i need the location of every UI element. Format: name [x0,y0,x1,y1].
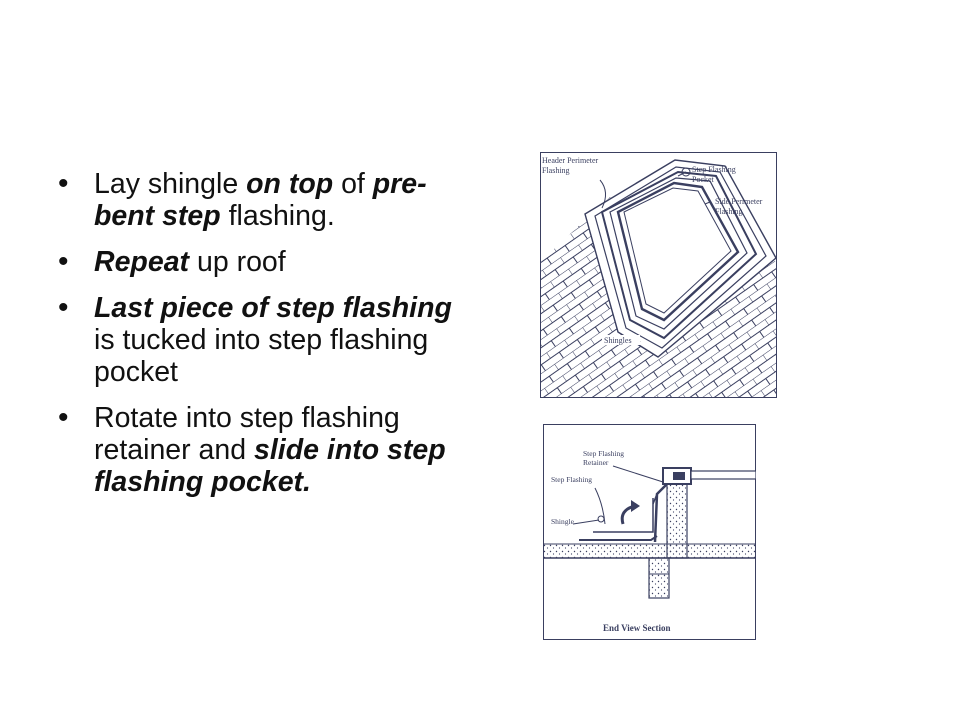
header-flashing-label-1: Header Perimeter [542,156,599,165]
bullet-2-part-2: up roof [189,246,286,278]
bullet-3-part-1: Last piece of step flashing [94,292,452,324]
bullet-1-part-5: flashing. [220,200,335,232]
bullet-1-part-1: Lay shingle [94,168,247,200]
skylight-roof-figure [540,152,777,398]
end-view-caption: End View Section [603,623,671,633]
retainer-label-1: Step Flashing [583,449,625,458]
bullet-item-1 [58,168,458,232]
skylight-roof-drawing [540,152,777,398]
step-flashing-label: Step Flashing [551,475,593,484]
bullet-1-part-2: on top [246,168,334,200]
bullet-1-part-3: of [333,168,373,200]
side-flashing-label-2: Flashing [715,207,743,216]
end-view-drawing [543,424,756,640]
header-flashing-label-2: Flashing [542,166,570,175]
bullet-4-part-2: slide into step flashing pocket. [94,434,446,498]
bullet-item-2 [58,246,458,278]
pocket-label-2: Pocket [692,175,714,184]
bullet-3-part-2: is tucked into step flashing pocket [94,324,429,388]
side-flashing-label-1: Side Perimeter [715,197,763,206]
bullet-1-part-4: pre-bent step [94,168,427,232]
bullet-4-part-1: Rotate into step flashing retainer and [94,402,400,466]
bullet-list [58,168,458,512]
bullet-2-part-1: Repeat [94,246,190,278]
shingle-label: Shingle [551,517,574,526]
bullet-item-3 [58,292,458,388]
shingles-label: Shingles [604,336,632,345]
bullet-item-4 [58,402,458,498]
end-view-section-figure [543,424,756,640]
retainer-label-2: Retainer [583,458,609,467]
pocket-label-1: Step Flashing [692,165,736,174]
